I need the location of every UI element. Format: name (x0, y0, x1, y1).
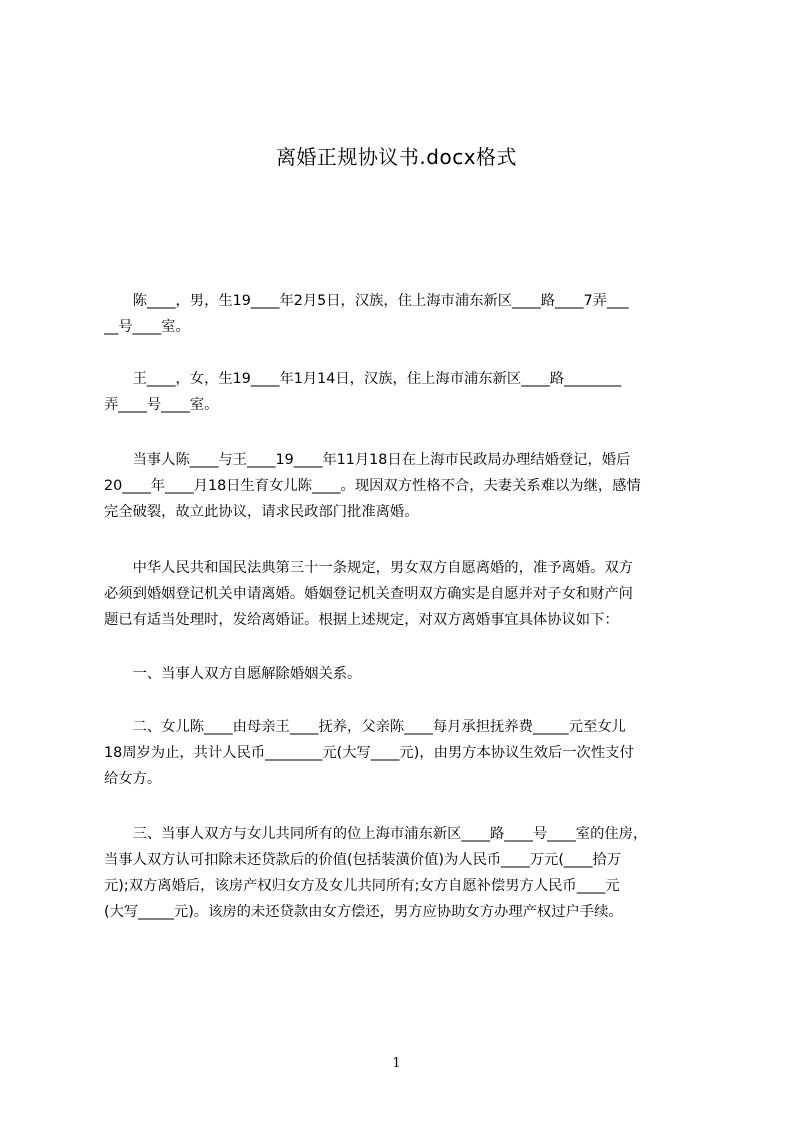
paragraph-line: 当事人双方认可扣除未还贷款后的价值(包括装潢价值)为人民币____万元(____拾万 (104, 852, 622, 868)
paragraph-line: __号____室。 (104, 319, 190, 335)
paragraph-line: 陈____，男，生19____年2月5日，汉族，住上海市浦东新区____路____7弄___ (104, 293, 629, 309)
paragraph-line: (大写_____元)。该房的未还贷款由女方偿还，男方应协助女方办理产权过户手续。 (104, 904, 623, 920)
paragraph-line: 必须到婚姻登记机关申请离婚。婚姻登记机关查明双方确实是自愿并对子女和财产问 (104, 586, 633, 602)
paragraph-line: 弄____号____室。 (104, 397, 219, 413)
paragraph-line: 一、当事人双方自愿解除婚姻关系。 (104, 666, 362, 682)
clause-three-paragraph (104, 821, 700, 925)
paragraph-line: 中华人民共和国民法典第三十一条规定，男女双方自愿离婚的，准予离婚。双方 (104, 560, 633, 576)
paragraph-line: 题已有适当处理时，发给离婚证。根据上述规定，对双方离婚事宜具体协议如下： (104, 612, 619, 628)
party-female-paragraph (104, 366, 700, 418)
clause-two-paragraph (104, 714, 700, 792)
paragraph-line: 18周岁为止，共计人民币________元(大写____元)，由男方本协议生效后一次性支付 (104, 745, 634, 761)
paragraph-line: 给女方。 (104, 771, 162, 787)
document-title: 离婚正规协议书.docx格式 (275, 145, 518, 169)
marriage-background-paragraph (104, 447, 700, 525)
paragraph-line: 元);双方离婚后，该房产权归女方及女儿共同所有;女方自愿补偿男方人民币____元 (104, 878, 620, 894)
paragraph-line: 当事人陈____与王____19____年11月18日在上海市民政局办理结婚登记，婚后 (104, 452, 631, 468)
page-number: 1 (392, 1056, 401, 1071)
paragraph-line: 完全破裂，故立此协议，请求民政部门批准离婚。 (104, 504, 419, 520)
legal-basis-paragraph (104, 555, 700, 633)
paragraph-line: 二、女儿陈____由母亲王____抚养，父亲陈____每月承担抚养费_____元至女儿 (104, 719, 626, 735)
paragraph-line: 王____，女，生19____年1月14日，汉族，住上海市浦东新区____路________ (104, 371, 622, 387)
paragraph-line: 20____年____月18日生育女儿陈____。现因双方性格不合，夫妻关系难以为继，感情 (104, 478, 641, 494)
party-male-paragraph (104, 288, 700, 340)
paragraph-line: 三、当事人双方与女儿共同所有的位上海市浦东新区____路____号____室的住房， (104, 826, 648, 842)
clause-one-paragraph (104, 661, 700, 687)
